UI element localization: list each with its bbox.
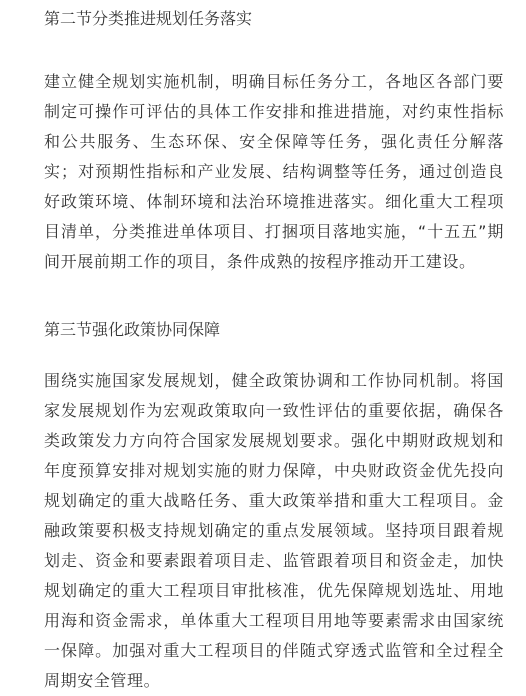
section-title: 第三节强化政策协同保障 xyxy=(44,320,221,339)
section-paragraph: 建立健全规划实施机制，明确目标任务分工，各地区各部门要制定可操作可评估的具体工作安排和推进措施，对约束性指标和公共服务、生态环保、安全保障等任务，强化责任分解落实；对预期性指标和产业发展、结构调整等任务，通过创造良好政策环境、体制环境和法治环境推进落实。细化重大工程项目清单，分类推进单体项目、打捆项目落地实施，“十五五”期间开展前期工作的项目，条件成熟的按程序推动开工建设。 xyxy=(44,72,504,271)
section-paragraph: 围绕实施国家发展规划，健全政策协调和工作协同机制。将国家发展规划作为宏观政策取向一致性评估的重要依据，确保各类政策发力方向符合国家发展规划要求。强化中期财政规划和年度预算安排对规划实施的财力保障，中央财政资金优先投向规划确定的重大战略任务、重大政策举措和重大工程项目。金融政策要积极支持规划确定的重点发展领域。坚持项目跟着规划走、资金和要素跟着项目走、监管跟着项目和资金走，加快规划确定的重大工程项目审批核准，优先保障规划选址、用地用海和资金需求，单体重大工程项目用地等要素需求由国家统一保障。加强对重大工程项目的伴随式穿透式监管和全过程全周期安全管理。 xyxy=(44,371,504,690)
section-title: 第二节分类推进规划任务落实 xyxy=(44,9,253,28)
